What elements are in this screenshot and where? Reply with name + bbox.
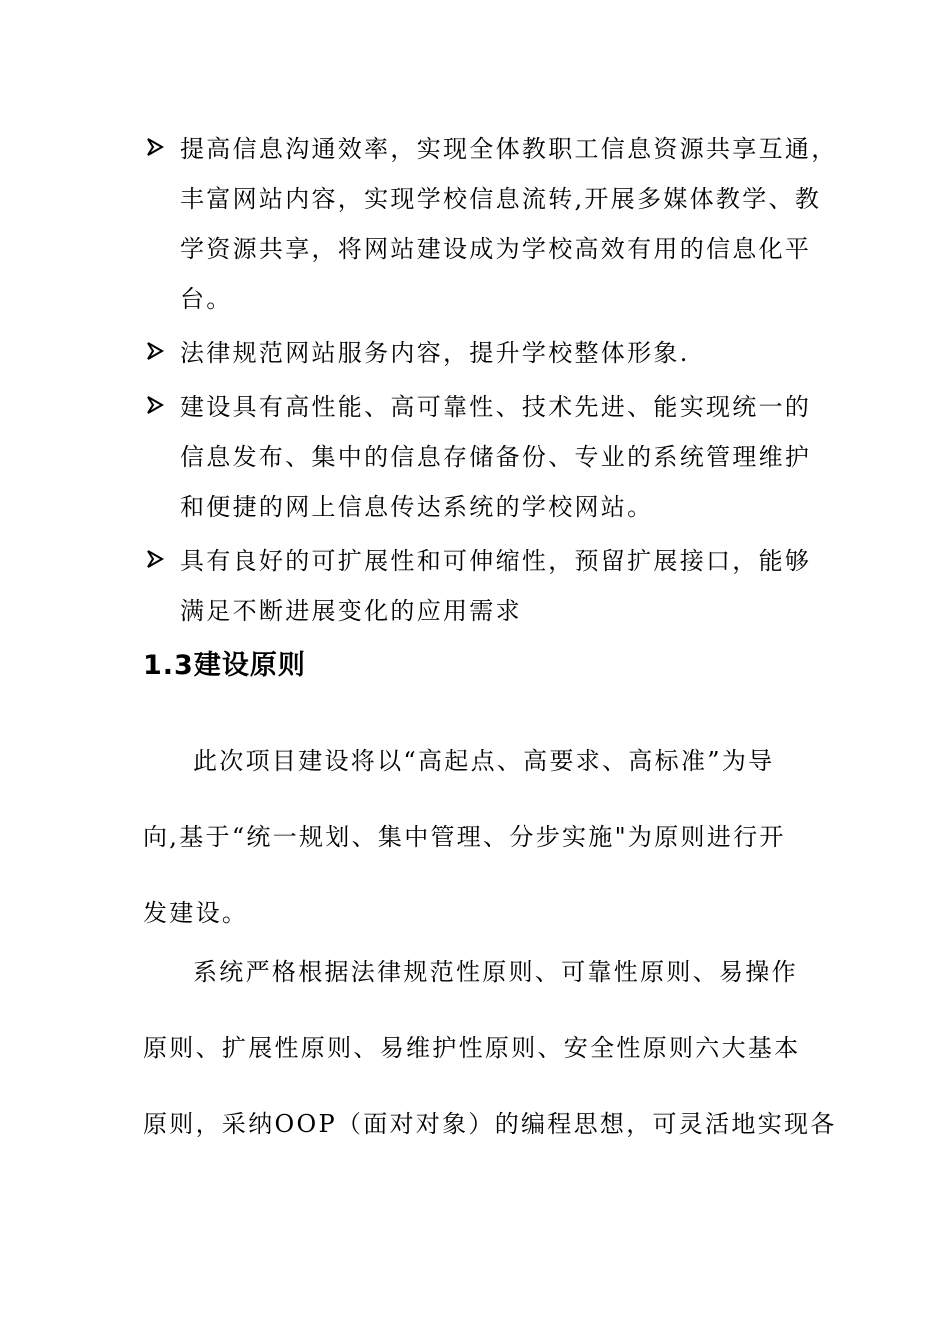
body-paragraph — [143, 723, 813, 951]
bullet-line: 和便捷的网上信息传达系统的学校网站。 — [180, 493, 654, 521]
arrow-bullet-icon — [145, 328, 169, 374]
bullet-line: 台。 — [180, 285, 233, 313]
goals-bullet-list — [143, 124, 838, 640]
bullet-line: 法律规范网站服务内容，提升学校整体形象. — [180, 339, 690, 367]
bullet-item — [143, 328, 823, 378]
section-heading: 1.3建设原则 — [143, 650, 306, 681]
paragraph-line: 原则、扩展性原则、易维护性原则、安全性原则六大基本 — [143, 1034, 801, 1062]
bullet-line: 建设具有高性能、高可靠性、技术先进、能实现统一的 — [180, 393, 812, 421]
paragraph-line: 此次项目建设将以“高起点、高要求、高标准”为导 — [193, 747, 775, 775]
arrow-bullet-icon — [145, 382, 169, 428]
arrow-bullet-icon — [145, 124, 169, 170]
paragraph-line: 系统严格根据法律规范性原则、可靠性原则、易操作 — [193, 958, 798, 986]
bullet-line: 丰富网站内容，实现学校信息流转,开展多媒体教学、教 — [180, 185, 822, 213]
paragraph-line: 发建设。 — [143, 899, 249, 927]
bullet-line: 提高信息沟通效率，实现全体教职工信息资源共享互通， — [180, 135, 838, 163]
bullet-line: 具有良好的可扩展性和可伸缩性，预留扩展接口，能够 — [180, 547, 812, 575]
paragraph-line: 原则，采纳OOP（面对对象）的编程思想，可灵活地实现各 — [143, 1110, 837, 1138]
bullet-line: 满足不断进展变化的应用需求 — [180, 597, 522, 625]
bullet-item — [143, 536, 823, 636]
arrow-bullet-icon — [145, 536, 169, 582]
paragraph-line: 向,基于“统一规划、集中管理、分步实施"为原则进行开 — [143, 823, 786, 851]
body-paragraph — [143, 934, 837, 1162]
bullet-line: 学资源共享，将网站建设成为学校高效有用的信息化平 — [180, 235, 812, 263]
bullet-item — [143, 124, 838, 324]
bullet-line: 信息发布、集中的信息存储备份、专业的系统管理维护 — [180, 443, 812, 471]
bullet-item — [143, 382, 823, 532]
